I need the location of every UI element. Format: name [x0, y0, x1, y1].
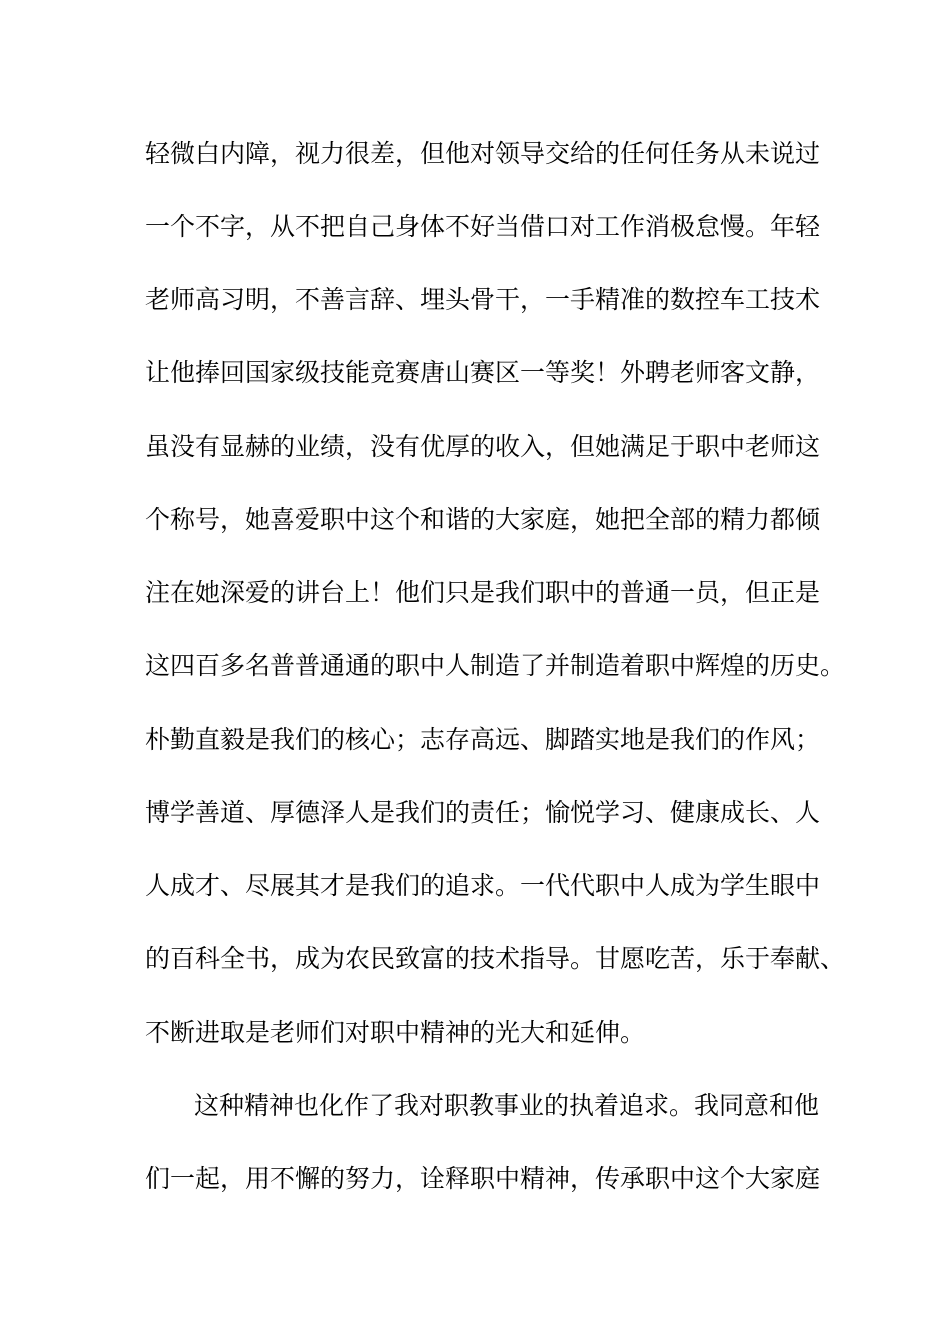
text-line: 注在她深爱的讲台上！他们只是我们职中的普通一员，但正是: [145, 578, 821, 607]
text-line: 不断进取是老师们对职中精神的光大和延伸。: [145, 1018, 646, 1047]
text-line: 虽没有显赫的业绩，没有优厚的收入，但她满足于职中老师这: [145, 432, 821, 461]
text-line: 轻微白内障，视力很差，但他对领导交给的任何任务从未说过: [145, 139, 821, 168]
text-line: 朴勤直毅是我们的核心；志存高远、脚踏实地是我们的作风；: [145, 725, 821, 754]
text-line: 老师高习明，不善言辞、埋头骨干，一手精准的数控车工技术: [145, 285, 821, 314]
text-line: 博学善道、厚德泽人是我们的责任；愉悦学习、健康成长、人: [145, 798, 821, 827]
text-line: 一个不字，从不把自己身体不好当借口对工作消极怠慢。年轻: [145, 212, 821, 241]
text-line: 让他捧回国家级技能竞赛唐山赛区一等奖！外聘老师客文静，: [145, 358, 821, 387]
paragraph-start-line: 这种精神也化作了我对职教事业的执着追求。我同意和他: [194, 1091, 820, 1120]
text-line: 个称号，她喜爱职中这个和谐的大家庭，她把全部的精力都倾: [145, 505, 821, 534]
text-line: 的百科全书，成为农民致富的技术指导。甘愿吃苦，乐于奉献、: [145, 944, 846, 973]
text-line: 人成才、尽展其才是我们的追求。一代代职中人成为学生眼中: [145, 871, 821, 900]
text-line: 这四百多名普普通通的职中人制造了并制造着职中辉煌的历史。: [145, 651, 846, 680]
text-line: 们一起，用不懈的努力，诠释职中精神，传承职中这个大家庭: [145, 1164, 821, 1193]
